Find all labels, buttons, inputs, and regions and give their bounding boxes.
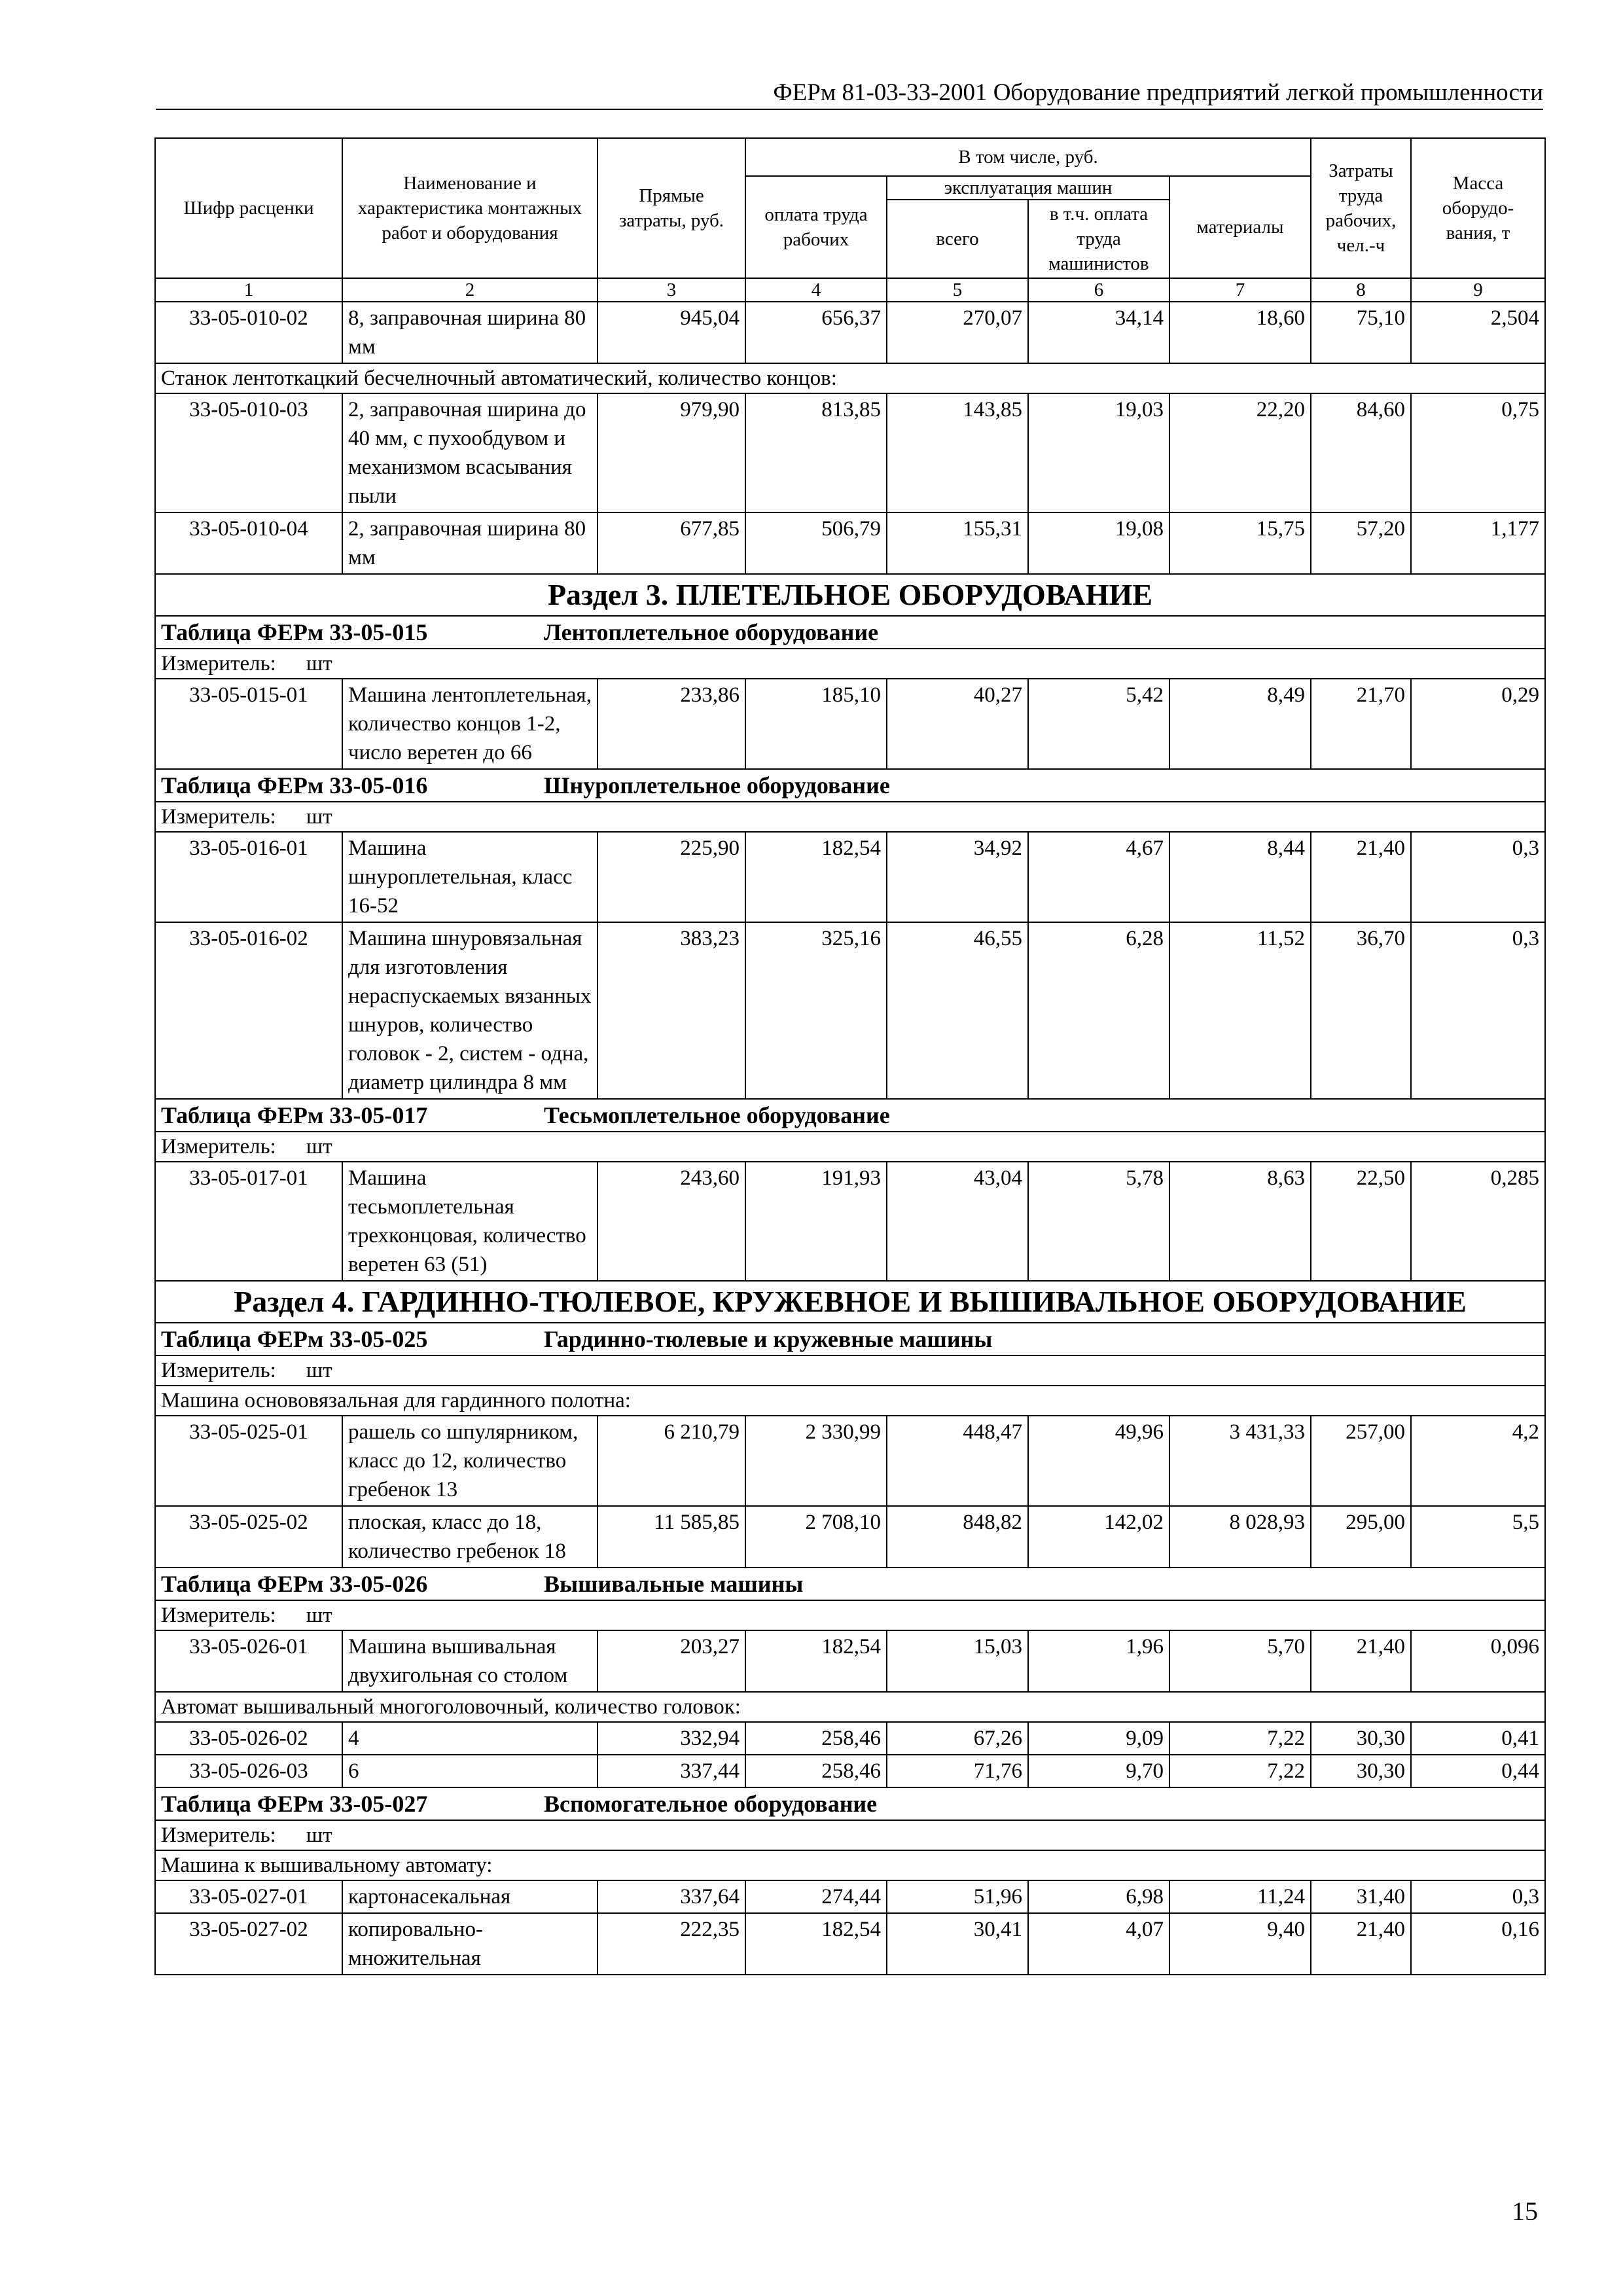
table-body xyxy=(155,302,1545,1975)
section-row xyxy=(155,1281,1545,1323)
value-cell: 2,504 xyxy=(1411,302,1545,363)
rate-code: 33-05-016-01 xyxy=(155,832,342,922)
value-cell: 5,70 xyxy=(1169,1630,1311,1692)
meter-cell xyxy=(155,802,1545,832)
value-cell: 677,85 xyxy=(597,512,745,574)
table-title-cell xyxy=(155,1323,1545,1355)
col-direct-header: Прямые затраты, руб. xyxy=(597,138,745,278)
col-machines-header: эксплуатация машин xyxy=(887,176,1169,200)
rate-code: 33-05-026-02 xyxy=(155,1722,342,1755)
value-cell: 337,64 xyxy=(597,1880,745,1913)
group-row xyxy=(155,1386,1545,1416)
value-cell: 11,24 xyxy=(1169,1880,1311,1913)
col-machinists-pay-header: в т.ч. оплата труда машинистов xyxy=(1028,200,1169,278)
table-title-row xyxy=(155,769,1545,802)
value-cell: 1,96 xyxy=(1028,1630,1169,1692)
value-cell: 6 210,79 xyxy=(597,1416,745,1506)
value-cell: 34,14 xyxy=(1028,302,1169,363)
rate-code: 33-05-010-02 xyxy=(155,302,342,363)
value-cell: 243,60 xyxy=(597,1162,745,1281)
value-cell: 11,52 xyxy=(1169,922,1311,1099)
meter-cell xyxy=(155,1132,1545,1162)
meter-row xyxy=(155,1600,1545,1630)
running-header: ФЕРм 81-03-33-2001 Оборудование предприятий легкой промышленности xyxy=(156,77,1543,110)
work-name: 6 xyxy=(342,1755,597,1787)
meter-cell xyxy=(155,1355,1545,1386)
value-cell: 84,60 xyxy=(1311,393,1411,512)
value-cell: 0,3 xyxy=(1411,832,1545,922)
value-cell: 142,02 xyxy=(1028,1506,1169,1568)
value-cell: 332,94 xyxy=(597,1722,745,1755)
table-number: Таблица ФЕРм 33-05-026 xyxy=(161,1571,428,1597)
table-number: Таблица ФЕРм 33-05-027 xyxy=(161,1791,428,1817)
value-cell: 182,54 xyxy=(745,1913,887,1975)
meter-label: Измеритель: xyxy=(161,1604,276,1627)
value-cell: 7,22 xyxy=(1169,1722,1311,1755)
meter-unit: шт xyxy=(306,1359,332,1382)
column-number: 9 xyxy=(1411,278,1545,302)
work-name: 2, заправочная ширина до 40 мм, с пухообдувом и механизмом всасывания пыли xyxy=(342,393,597,512)
value-cell: 11 585,85 xyxy=(597,1506,745,1568)
work-name: 2, заправочная ширина 80 мм xyxy=(342,512,597,574)
value-cell: 4,2 xyxy=(1411,1416,1545,1506)
value-cell: 49,96 xyxy=(1028,1416,1169,1506)
table-title: Лентоплетельное оборудование xyxy=(544,619,879,645)
value-cell: 506,79 xyxy=(745,512,887,574)
value-cell: 0,16 xyxy=(1411,1913,1545,1975)
work-name: рашель со шпулярником, класс до 12, количество гребенок 13 xyxy=(342,1416,597,1506)
rate-code: 33-05-025-02 xyxy=(155,1506,342,1568)
group-caption: Машина основовязальная для гардинного полотна: xyxy=(155,1386,1545,1416)
table-row xyxy=(155,393,1545,512)
table-row xyxy=(155,679,1545,769)
value-cell: 75,10 xyxy=(1311,302,1411,363)
table-title-cell xyxy=(155,1099,1545,1132)
column-number: 7 xyxy=(1169,278,1311,302)
value-cell: 19,08 xyxy=(1028,512,1169,574)
table-number: Таблица ФЕРм 33-05-017 xyxy=(161,1102,428,1128)
value-cell: 31,40 xyxy=(1311,1880,1411,1913)
table-title: Шнуроплетельное оборудование xyxy=(544,772,890,798)
value-cell: 5,5 xyxy=(1411,1506,1545,1568)
rate-code: 33-05-027-02 xyxy=(155,1913,342,1975)
value-cell: 1,177 xyxy=(1411,512,1545,574)
value-cell: 0,3 xyxy=(1411,922,1545,1099)
col-code-header: Шифр расценки xyxy=(155,138,342,278)
value-cell: 222,35 xyxy=(597,1913,745,1975)
value-cell: 233,86 xyxy=(597,679,745,769)
section-title: Раздел 3. ПЛЕТЕЛЬНОЕ ОБОРУДОВАНИЕ xyxy=(155,574,1545,616)
value-cell: 67,26 xyxy=(887,1722,1028,1755)
table-row xyxy=(155,1630,1545,1692)
meter-cell xyxy=(155,1600,1545,1630)
value-cell: 21,70 xyxy=(1311,679,1411,769)
table-row xyxy=(155,1722,1545,1755)
value-cell: 19,03 xyxy=(1028,393,1169,512)
table-row xyxy=(155,832,1545,922)
value-cell: 43,04 xyxy=(887,1162,1028,1281)
value-cell: 848,82 xyxy=(887,1506,1028,1568)
work-name: копировально-множительная xyxy=(342,1913,597,1975)
table-title: Гардинно-тюлевые и кружевные машины xyxy=(544,1326,993,1352)
value-cell: 2 330,99 xyxy=(745,1416,887,1506)
table-title: Тесьмоплетельное оборудование xyxy=(544,1102,890,1128)
value-cell: 0,3 xyxy=(1411,1880,1545,1913)
value-cell: 21,40 xyxy=(1311,832,1411,922)
col-incl-header: В том числе, руб. xyxy=(745,138,1311,176)
column-number: 8 xyxy=(1311,278,1411,302)
group-row xyxy=(155,1850,1545,1880)
group-row xyxy=(155,363,1545,393)
col-labor-hours-header: Затраты труда рабочих, чел.-ч xyxy=(1311,138,1411,278)
table-row xyxy=(155,1913,1545,1975)
rate-code: 33-05-017-01 xyxy=(155,1162,342,1281)
value-cell: 4,07 xyxy=(1028,1913,1169,1975)
value-cell: 182,54 xyxy=(745,1630,887,1692)
value-cell: 46,55 xyxy=(887,922,1028,1099)
meter-label: Измеритель: xyxy=(161,1135,276,1158)
value-cell: 656,37 xyxy=(745,302,887,363)
table-title-row xyxy=(155,1099,1545,1132)
value-cell: 0,75 xyxy=(1411,393,1545,512)
meter-row xyxy=(155,1132,1545,1162)
value-cell: 143,85 xyxy=(887,393,1028,512)
value-cell: 15,03 xyxy=(887,1630,1028,1692)
value-cell: 0,41 xyxy=(1411,1722,1545,1755)
rate-code: 33-05-026-01 xyxy=(155,1630,342,1692)
meter-cell xyxy=(155,1820,1545,1850)
meter-label: Измеритель: xyxy=(161,652,276,675)
value-cell: 979,90 xyxy=(597,393,745,512)
value-cell: 448,47 xyxy=(887,1416,1028,1506)
table-number: Таблица ФЕРм 33-05-025 xyxy=(161,1326,428,1352)
value-cell: 295,00 xyxy=(1311,1506,1411,1568)
value-cell: 8,63 xyxy=(1169,1162,1311,1281)
meter-label: Измеритель: xyxy=(161,1359,276,1382)
table-row xyxy=(155,1506,1545,1568)
work-name: Машина шнуроплетельная, класс 16-52 xyxy=(342,832,597,922)
meter-label: Измеритель: xyxy=(161,805,276,829)
value-cell: 325,16 xyxy=(745,922,887,1099)
rate-code: 33-05-010-04 xyxy=(155,512,342,574)
meter-label: Измеритель: xyxy=(161,1823,276,1847)
col-materials-header: материалы xyxy=(1169,176,1311,278)
value-cell: 36,70 xyxy=(1311,922,1411,1099)
table-title-row xyxy=(155,1323,1545,1355)
value-cell: 5,42 xyxy=(1028,679,1169,769)
work-name: 8, заправочная ширина 80 мм xyxy=(342,302,597,363)
table-row xyxy=(155,1755,1545,1787)
value-cell: 3 431,33 xyxy=(1169,1416,1311,1506)
value-cell: 191,93 xyxy=(745,1162,887,1281)
table-title-cell xyxy=(155,1568,1545,1600)
value-cell: 274,44 xyxy=(745,1880,887,1913)
meter-unit: шт xyxy=(306,652,332,675)
value-cell: 0,096 xyxy=(1411,1630,1545,1692)
col-machines-total-header: всего xyxy=(887,200,1028,278)
value-cell: 40,27 xyxy=(887,679,1028,769)
value-cell: 30,30 xyxy=(1311,1755,1411,1787)
rate-code: 33-05-015-01 xyxy=(155,679,342,769)
value-cell: 270,07 xyxy=(887,302,1028,363)
table-number: Таблица ФЕРм 33-05-015 xyxy=(161,619,428,645)
value-cell: 2 708,10 xyxy=(745,1506,887,1568)
value-cell: 8 028,93 xyxy=(1169,1506,1311,1568)
meter-cell xyxy=(155,649,1545,679)
column-number: 2 xyxy=(342,278,597,302)
page-number: 15 xyxy=(1512,2197,1538,2226)
value-cell: 0,44 xyxy=(1411,1755,1545,1787)
table-row xyxy=(155,512,1545,574)
meter-unit: шт xyxy=(306,1604,332,1627)
rate-code: 33-05-016-02 xyxy=(155,922,342,1099)
value-cell: 337,44 xyxy=(597,1755,745,1787)
column-number: 1 xyxy=(155,278,342,302)
value-cell: 51,96 xyxy=(887,1880,1028,1913)
value-cell: 9,70 xyxy=(1028,1755,1169,1787)
value-cell: 6,98 xyxy=(1028,1880,1169,1913)
value-cell: 383,23 xyxy=(597,922,745,1099)
table-title-cell xyxy=(155,769,1545,802)
work-name: Машина вышивальная двухигольная со столом xyxy=(342,1630,597,1692)
value-cell: 21,40 xyxy=(1311,1630,1411,1692)
value-cell: 0,29 xyxy=(1411,679,1545,769)
group-caption: Автомат вышивальный многоголовочный, количество головок: xyxy=(155,1692,1545,1722)
value-cell: 945,04 xyxy=(597,302,745,363)
table-row xyxy=(155,1416,1545,1506)
value-cell: 57,20 xyxy=(1311,512,1411,574)
section-title: Раздел 4. ГАРДИННО-ТЮЛЕВОЕ, КРУЖЕВНОЕ И ВЫШИВАЛЬНОЕ ОБОРУДОВАНИЕ xyxy=(155,1281,1545,1323)
table-title-cell xyxy=(155,1787,1545,1820)
col-name-header: Наименование и характеристика монтажных работ и оборудования xyxy=(342,138,597,278)
value-cell: 21,40 xyxy=(1311,1913,1411,1975)
value-cell: 30,41 xyxy=(887,1913,1028,1975)
table-row xyxy=(155,1880,1545,1913)
table-title: Вышивальные машины xyxy=(544,1571,804,1597)
work-name: Машина лентоплетельная, количество концов 1-2, число веретен до 66 xyxy=(342,679,597,769)
value-cell: 225,90 xyxy=(597,832,745,922)
value-cell: 9,40 xyxy=(1169,1913,1311,1975)
rate-code: 33-05-027-01 xyxy=(155,1880,342,1913)
value-cell: 258,46 xyxy=(745,1722,887,1755)
meter-row xyxy=(155,1355,1545,1386)
table-header xyxy=(155,138,1545,302)
table-row xyxy=(155,922,1545,1099)
meter-unit: шт xyxy=(306,805,332,829)
meter-unit: шт xyxy=(306,1823,332,1847)
group-caption: Машина к вышивальному автомату: xyxy=(155,1850,1545,1880)
rate-code: 33-05-025-01 xyxy=(155,1416,342,1506)
rate-code: 33-05-026-03 xyxy=(155,1755,342,1787)
value-cell: 9,09 xyxy=(1028,1722,1169,1755)
group-caption: Станок лентоткацкий бесчелночный автоматический, количество концов: xyxy=(155,363,1545,393)
value-cell: 5,78 xyxy=(1028,1162,1169,1281)
value-cell: 257,00 xyxy=(1311,1416,1411,1506)
col-labor-pay-header: оплата труда рабочих xyxy=(745,176,887,278)
value-cell: 182,54 xyxy=(745,832,887,922)
value-cell: 8,44 xyxy=(1169,832,1311,922)
value-cell: 34,92 xyxy=(887,832,1028,922)
value-cell: 6,28 xyxy=(1028,922,1169,1099)
value-cell: 22,20 xyxy=(1169,393,1311,512)
column-number: 5 xyxy=(887,278,1028,302)
value-cell: 155,31 xyxy=(887,512,1028,574)
table-number: Таблица ФЕРм 33-05-016 xyxy=(161,772,428,798)
meter-row xyxy=(155,1820,1545,1850)
table-row xyxy=(155,1162,1545,1281)
meter-row xyxy=(155,802,1545,832)
table-row xyxy=(155,302,1545,363)
work-name: Машина тесьмоплетельная трехконцовая, количество веретен 63 (51) xyxy=(342,1162,597,1281)
work-name: 4 xyxy=(342,1722,597,1755)
value-cell: 71,76 xyxy=(887,1755,1028,1787)
meter-row xyxy=(155,649,1545,679)
value-cell: 0,285 xyxy=(1411,1162,1545,1281)
value-cell: 258,46 xyxy=(745,1755,887,1787)
value-cell: 22,50 xyxy=(1311,1162,1411,1281)
value-cell: 18,60 xyxy=(1169,302,1311,363)
value-cell: 7,22 xyxy=(1169,1755,1311,1787)
work-name: картонасекальная xyxy=(342,1880,597,1913)
work-name: Машина шнуровязальная для изготовления нераспускаемых вязанных шнуров, количество головок - 2, систем - одна, диаметр цилиндра 8 мм xyxy=(342,922,597,1099)
value-cell: 8,49 xyxy=(1169,679,1311,769)
table-title-cell xyxy=(155,616,1545,649)
rates-table xyxy=(154,137,1546,1975)
table-title: Вспомогательное оборудование xyxy=(544,1791,878,1817)
column-numbers-row xyxy=(155,278,1545,302)
value-cell: 203,27 xyxy=(597,1630,745,1692)
table-title-row xyxy=(155,1568,1545,1600)
value-cell: 813,85 xyxy=(745,393,887,512)
column-number: 4 xyxy=(745,278,887,302)
table-title-row xyxy=(155,1787,1545,1820)
work-name: плоская, класс до 18, количество гребенок 18 xyxy=(342,1506,597,1568)
rate-code: 33-05-010-03 xyxy=(155,393,342,512)
group-row xyxy=(155,1692,1545,1722)
value-cell: 30,30 xyxy=(1311,1722,1411,1755)
column-number: 3 xyxy=(597,278,745,302)
meter-unit: шт xyxy=(306,1135,332,1158)
value-cell: 185,10 xyxy=(745,679,887,769)
value-cell: 15,75 xyxy=(1169,512,1311,574)
column-number: 6 xyxy=(1028,278,1169,302)
col-mass-header: Масса оборудо-вания, т xyxy=(1411,138,1545,278)
value-cell: 4,67 xyxy=(1028,832,1169,922)
section-row xyxy=(155,574,1545,616)
table-title-row xyxy=(155,616,1545,649)
